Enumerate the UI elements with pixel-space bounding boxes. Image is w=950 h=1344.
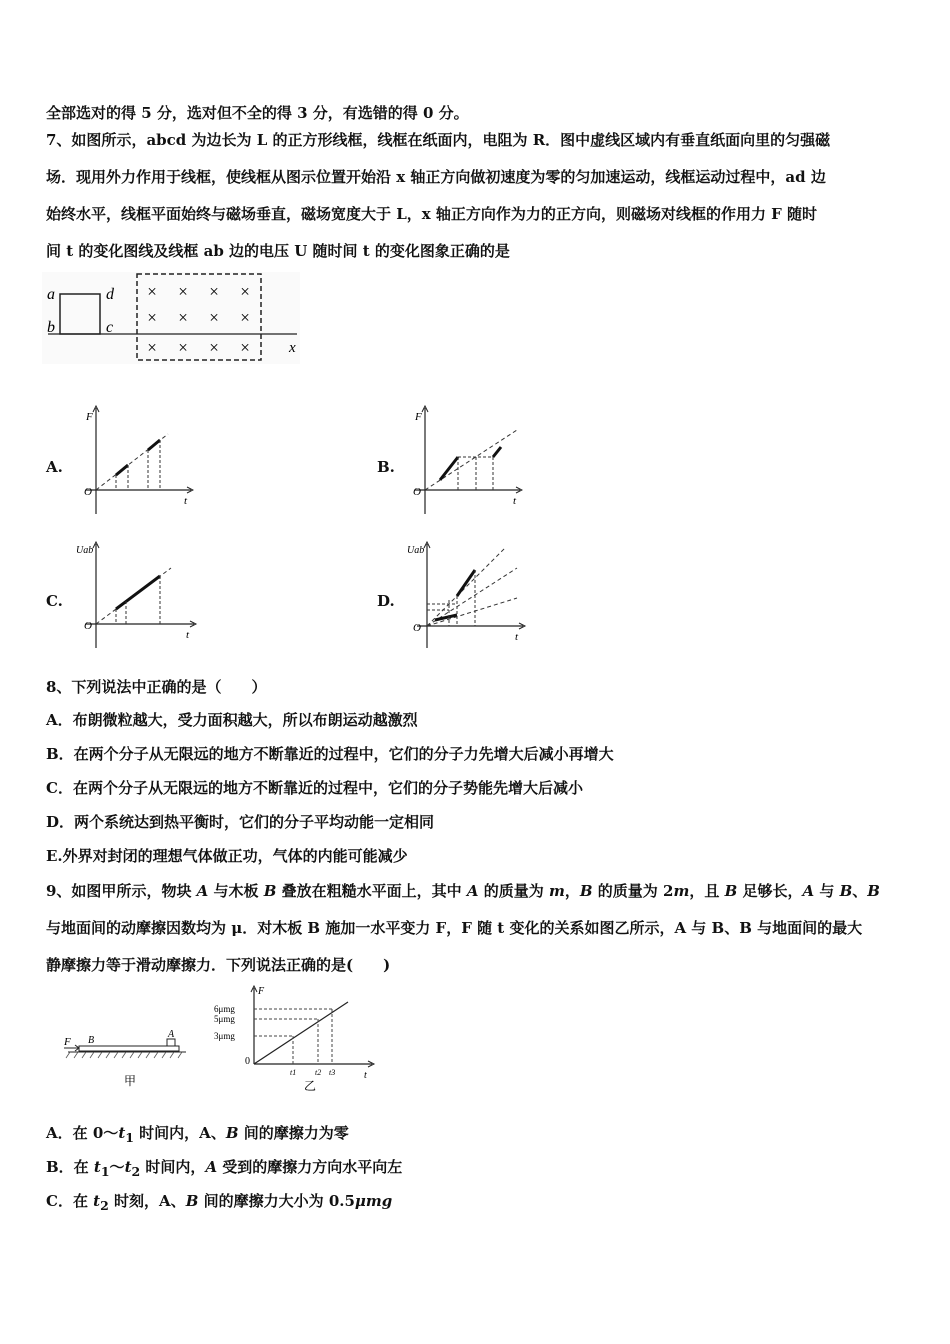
svg-text:t: t (515, 631, 519, 643)
svg-text:t: t (364, 1070, 367, 1081)
q7-line-4: 间 t 的变化图线及线框 ab 边的电压 U 随时间 t 的变化图象正确的是 (46, 242, 510, 260)
svg-text:×: × (147, 308, 157, 327)
q8-option-a[interactable]: A．布朗微粒越大，受力面积越大，所以布朗运动越激烈 (46, 711, 418, 729)
svg-text:F: F (415, 411, 422, 423)
svg-text:×: × (240, 338, 250, 357)
label-b: b (47, 319, 55, 336)
label-d: d (106, 286, 114, 303)
q7-line-3: 始终水平，线框平面始终与磁场垂直，磁场宽度大于 L，x 轴正方向作为力的正方向，则磁场对线框的作用力 F 随时 (46, 205, 818, 223)
svg-text:t2: t2 (315, 1068, 322, 1077)
q9-option-a[interactable]: A．在 $0\sim t_1$ 时间内，A、B 间的摩擦力为零 (46, 1124, 349, 1145)
q8-option-c[interactable]: C．在两个分子从无限远的地方不断靠近的过程中，它们的分子势能先增大后减小 (46, 779, 583, 797)
svg-text:×: × (209, 282, 219, 301)
svg-text:F: F (64, 1036, 71, 1048)
q9-line-3: 静摩擦力等于滑动摩擦力．下列说法正确的是( ) (46, 956, 391, 974)
svg-text:t: t (186, 629, 190, 641)
label-a: a (47, 286, 55, 303)
q7-figure-loop-field (42, 272, 307, 364)
q9-line-1: 9、如图甲所示，物块 A 与木板 B 叠放在粗糙水平面上，其中 A 的质量为 m，B 的质量为 2m，且 B 足够长，A 与 B、B (46, 882, 880, 900)
intro-text: 全部选对的得 5 分，选对但不全的得 3 分，有选错的得 0 分。 (46, 104, 469, 122)
label-c: c (106, 319, 114, 336)
q9-figure-jia (62, 1025, 192, 1090)
svg-text:甲: 甲 (124, 1074, 137, 1088)
svg-text:6μmg: 6μmg (214, 1004, 235, 1014)
q7-option-b-graph (405, 404, 523, 516)
svg-text:t1: t1 (290, 1068, 297, 1077)
q7-option-d-graph (405, 540, 530, 650)
q7-option-c-graph (76, 540, 204, 650)
force-line (254, 1002, 348, 1064)
board-b (79, 1046, 179, 1051)
q7-option-a-label[interactable]: A. (46, 458, 63, 476)
svg-text:3μmg: 3μmg (214, 1031, 235, 1041)
q8-option-e[interactable]: E.外界对封闭的理想气体做正功，气体的内能可能减少 (46, 847, 408, 865)
svg-text:×: × (178, 338, 188, 357)
svg-text:×: × (240, 282, 250, 301)
svg-text:Uab: Uab (76, 545, 94, 556)
svg-text:乙: 乙 (304, 1079, 317, 1093)
q8-stem: 8、下列说法中正确的是（ ） (46, 678, 267, 696)
svg-text:A: A (168, 1029, 175, 1040)
q7-option-b-label[interactable]: B. (377, 458, 395, 476)
q9-option-c[interactable]: C．在 $t_2$ 时刻，A、B 间的摩擦力大小为 0.5μmg (46, 1192, 393, 1213)
block-a (167, 1039, 175, 1046)
svg-text:×: × (209, 338, 219, 357)
svg-text:×: × (209, 308, 219, 327)
q7-option-d-label[interactable]: D. (377, 592, 395, 610)
q7-line-1: 7、如图所示，abcd 为边长为 L 的正方形线框，线框在纸面内，电阻为 R．图中虚线区域内有垂直纸面向里的匀强磁 (46, 131, 831, 149)
svg-text:×: × (178, 282, 188, 301)
svg-text:t: t (513, 495, 517, 507)
q8-option-d[interactable]: D．两个系统达到热平衡时，它们的分子平均动能一定相同 (46, 813, 435, 831)
svg-text:5μmg: 5μmg (214, 1014, 235, 1024)
svg-text:F: F (86, 411, 93, 423)
svg-text:O: O (84, 486, 92, 498)
svg-text:O: O (413, 486, 421, 498)
svg-text:t: t (184, 495, 188, 507)
label-x: x (289, 340, 296, 356)
svg-text:t3: t3 (329, 1068, 336, 1077)
svg-text:×: × (147, 282, 157, 301)
q7-option-a-graph (76, 404, 194, 516)
svg-text:B: B (88, 1035, 95, 1046)
q8-option-b[interactable]: B．在两个分子从无限远的地方不断靠近的过程中，它们的分子力先增大后减小再增大 (46, 745, 614, 763)
q9-figure-yi (212, 982, 377, 1094)
svg-text:O: O (413, 622, 421, 634)
q7-line-2: 场．现用外力作用于线框，使线框从图示位置开始沿 x 轴正方向做初速度为零的匀加速运动，线框运动过程中，ad 边 (46, 168, 826, 186)
svg-text:×: × (147, 338, 157, 357)
ground-hatch (66, 1052, 182, 1058)
svg-text:×: × (240, 308, 250, 327)
q9-option-b[interactable]: B．在 $t_1\sim t_2$ 时间内，A 受到的摩擦力方向水平向左 (46, 1158, 403, 1179)
svg-text:O: O (84, 620, 92, 632)
svg-text:Uab: Uab (407, 545, 425, 556)
q9-line-2: 与地面间的动摩擦因数均为 μ．对木板 B 施加一水平变力 F，F 随 t 变化的关系如图乙所示，A 与 B、B 与地面间的最大 (46, 919, 863, 937)
svg-text:×: × (178, 308, 188, 327)
svg-text:F: F (258, 986, 265, 997)
q7-option-c-label[interactable]: C. (46, 592, 63, 610)
svg-text:0: 0 (245, 1056, 250, 1067)
